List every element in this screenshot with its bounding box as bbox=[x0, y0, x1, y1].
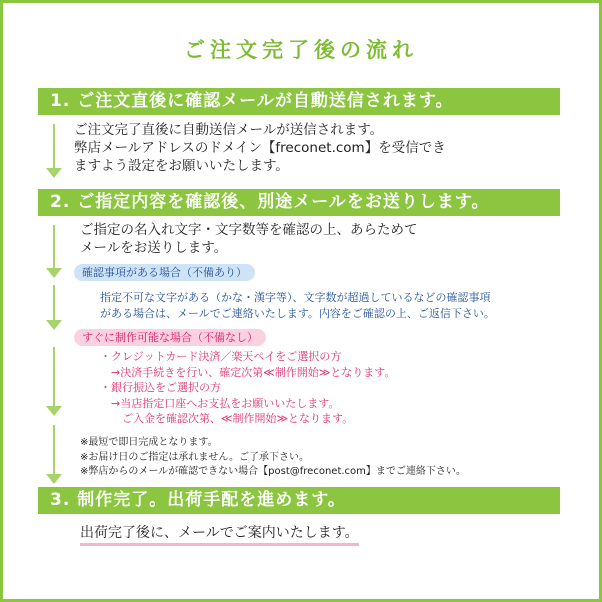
case-ok-line: →当店指定口座へお支払をお願いいたします。 bbox=[100, 396, 340, 410]
step1-text bbox=[74, 121, 446, 175]
flow-line bbox=[53, 285, 55, 323]
step3-heading: 3. 制作完了。出荷手配を進めます。 bbox=[38, 487, 560, 514]
step1-line: ますよう設定をお願いいたします。 bbox=[74, 158, 289, 174]
step1-line: 弊店メールアドレスのドメイン【freconet.com】を受信でき bbox=[74, 140, 446, 156]
case-ok-badge: すぐに制作可能な場合（不備なし） bbox=[74, 329, 266, 346]
step3-text bbox=[80, 524, 359, 542]
down-arrow-icon bbox=[46, 268, 62, 278]
down-arrow-icon bbox=[46, 406, 62, 416]
case-ok-line: →決済手続きを行い、確定次第≪制作開始≫となります。 bbox=[100, 365, 396, 379]
case-problem-text bbox=[100, 290, 495, 322]
case-problem-line: がある場合は、メールでご連絡いたします。内容をご確認の上、ご返信下さい。 bbox=[100, 307, 495, 320]
step1-heading: 1. ご注文直後に確認メールが自動送信されます。 bbox=[38, 88, 560, 115]
down-arrow-icon bbox=[46, 320, 62, 330]
step3-line: 出荷完了後に、メールでご案内いたします。 bbox=[80, 525, 359, 546]
step2-heading: 2. ご指定内容を確認後、別途メールをお送りします。 bbox=[38, 189, 560, 216]
down-arrow-icon bbox=[46, 168, 62, 178]
step2-line: ご指定の名入れ文字・文字数等を確認の上、あらためて bbox=[80, 222, 418, 238]
case-ok-text bbox=[100, 349, 395, 427]
step2-text bbox=[80, 221, 418, 257]
flow-line bbox=[53, 124, 55, 170]
case-ok-line: ご入金を確認次第、≪制作開始≫となります。 bbox=[100, 412, 354, 425]
flow-line bbox=[53, 225, 55, 270]
case-problem-badge: 確認事項がある場合（不備あり） bbox=[74, 264, 255, 281]
case-ok-line: ・銀行振込をご選択の方 bbox=[100, 381, 221, 394]
case-problem-line: 指定不可な文字がある（かな・漢字等）、文字数が超過しているなどの確認事項 bbox=[100, 291, 491, 304]
down-arrow-icon bbox=[46, 474, 62, 484]
flow-line bbox=[53, 347, 55, 409]
step1-line: ご注文完了直後に自動送信メールが送信されます。 bbox=[74, 122, 384, 138]
notes bbox=[80, 436, 466, 480]
note-line: ※最短で即日完成となります。 bbox=[80, 437, 218, 448]
step2-line: メールをお送りします。 bbox=[80, 240, 228, 256]
note-line: ※お届け日のご指定は承れません。ご了承下さい。 bbox=[80, 451, 309, 463]
note-line: ※弊店からのメールが確認できない場合【post@freconet.com】までご連絡下さい。 bbox=[80, 466, 466, 477]
page-title: ご注文完了後の流れ bbox=[184, 38, 418, 62]
flow-line bbox=[53, 425, 55, 477]
case-ok-line: ・クレジットカード決済／楽天ペイをご選択の方 bbox=[100, 350, 342, 363]
